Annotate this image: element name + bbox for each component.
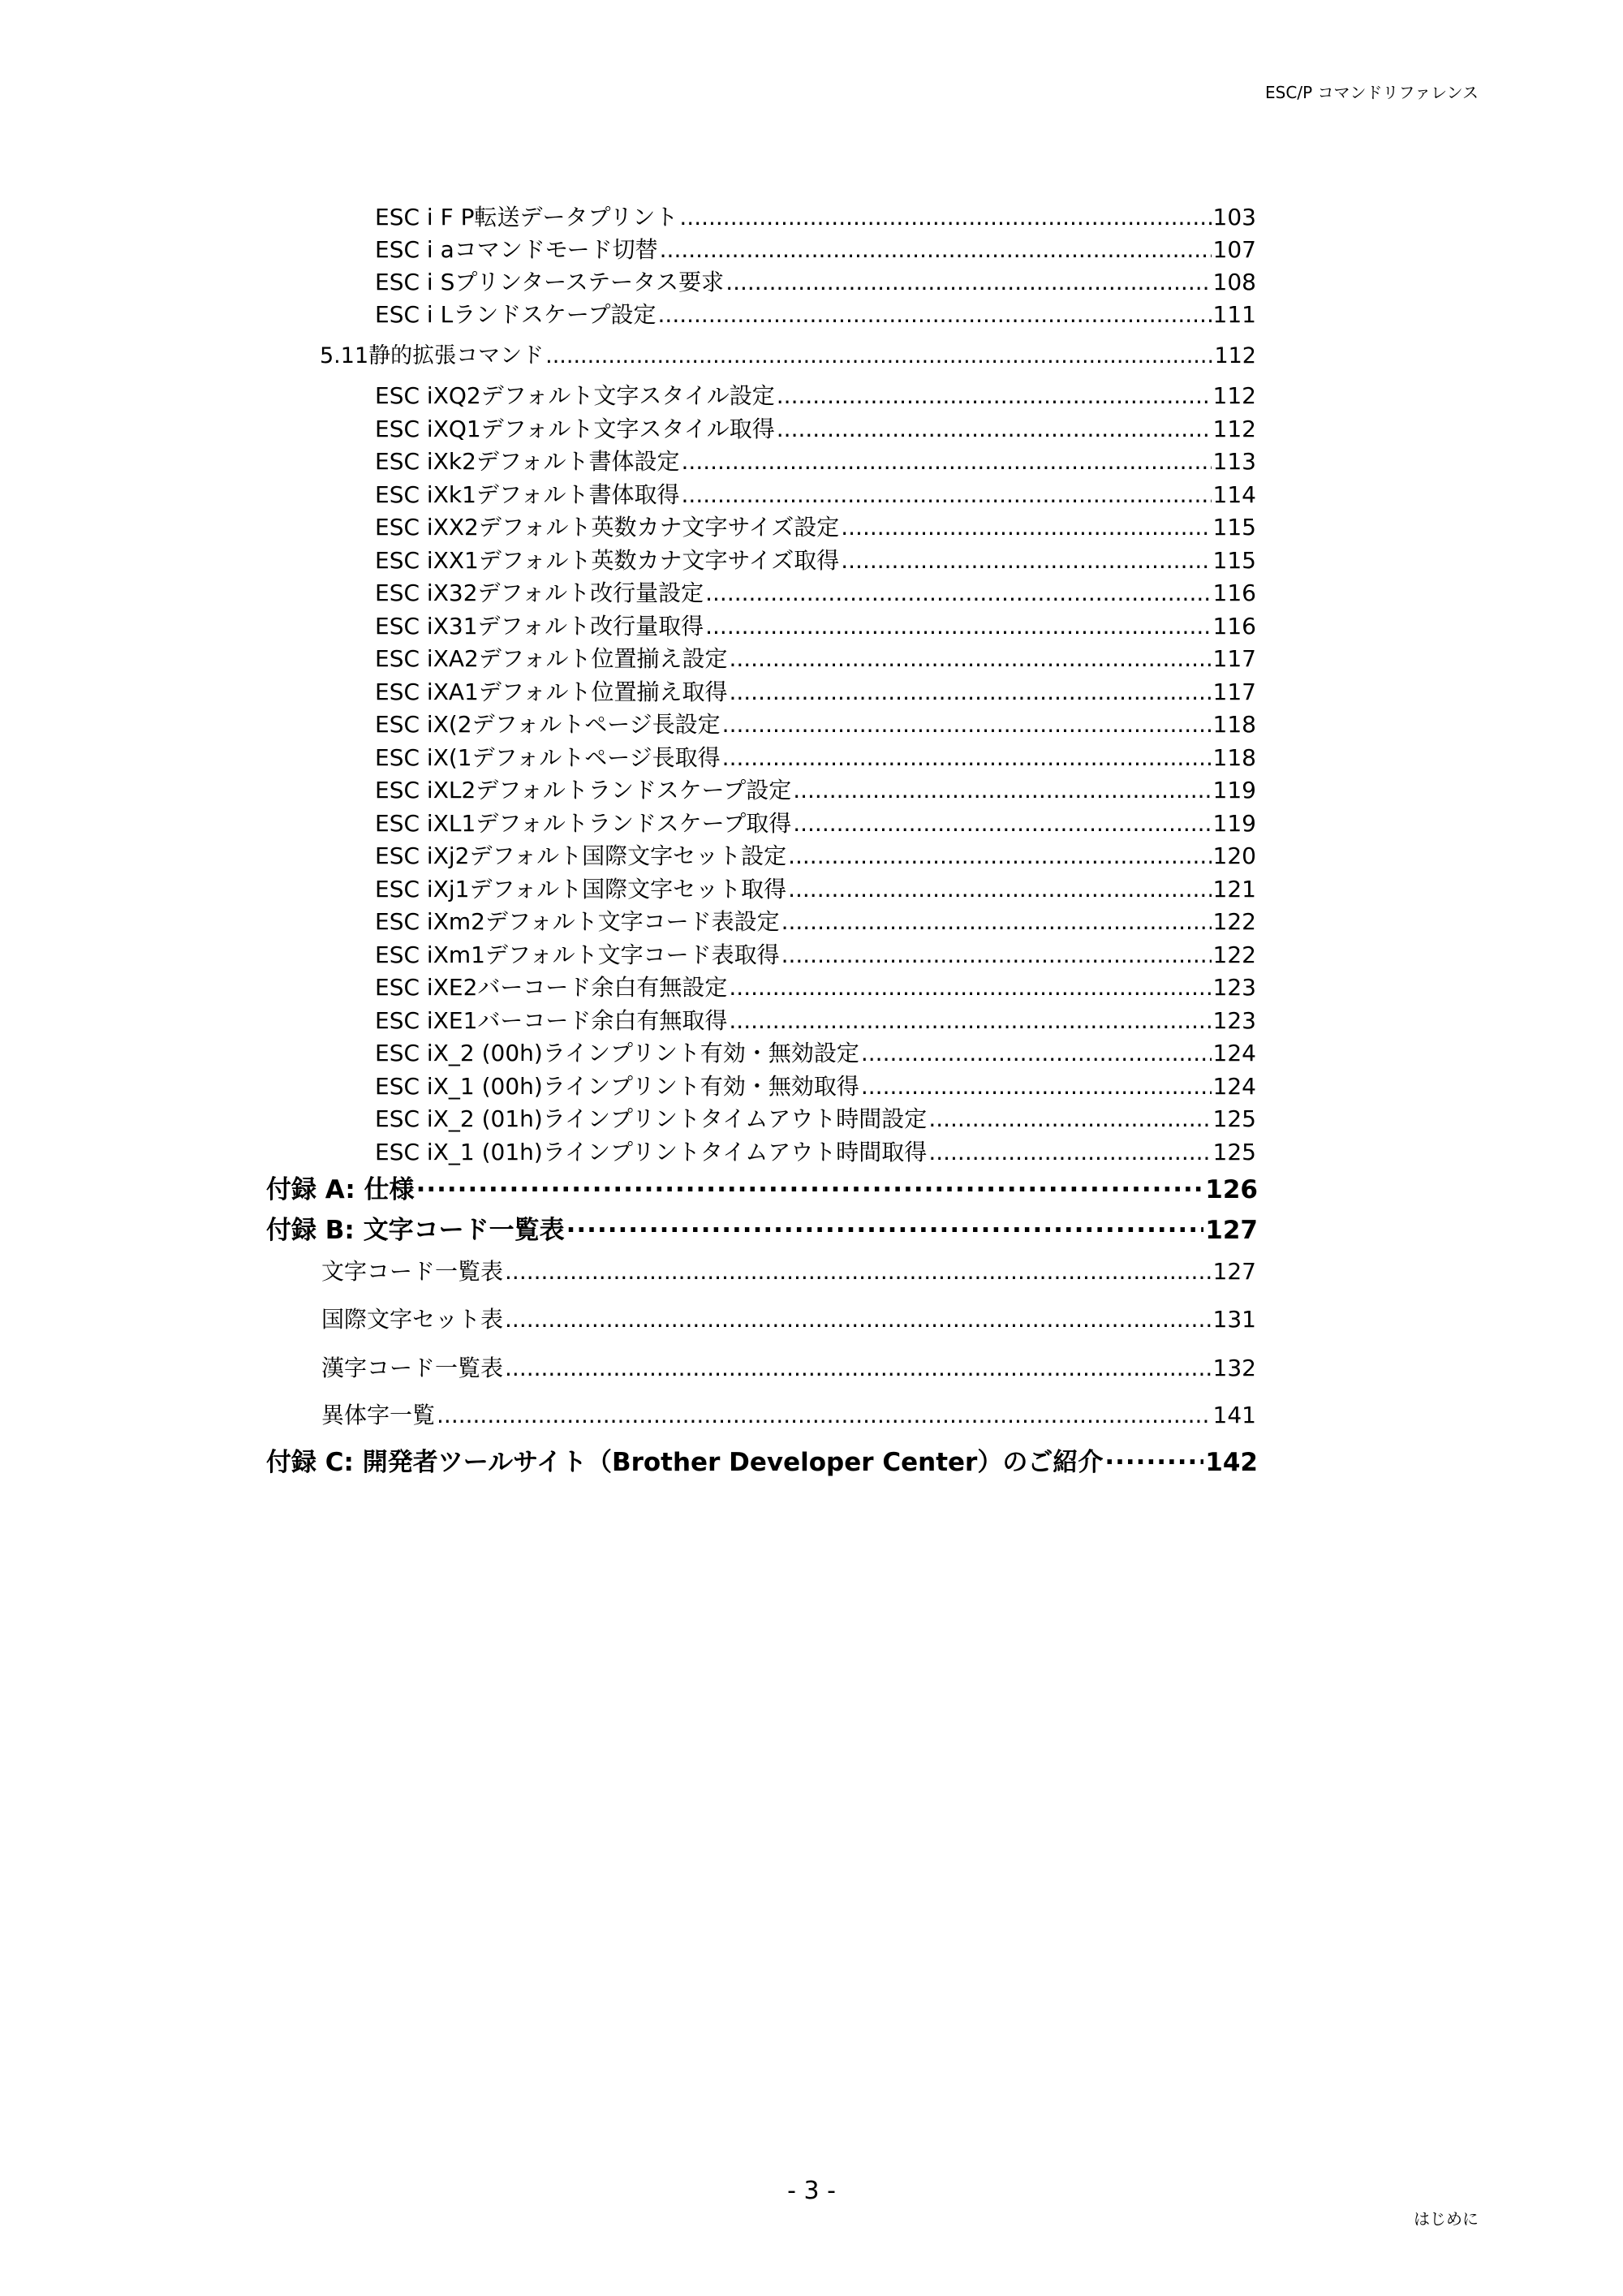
toc-leader [660,236,1212,263]
toc-title: ラインプリント有効・無効取得 [542,1073,859,1100]
toc-entry[interactable] [321,1350,1256,1383]
toc-page: 119 [1212,810,1256,837]
toc-title: デフォルト文字コード表取得 [484,941,780,968]
toc-title: デフォルト書体設定 [476,448,680,475]
toc-title: デフォルト文字スタイル設定 [480,382,775,409]
toc-page: 115 [1212,547,1256,574]
header-title: ESC/P コマンドリファレンス [1265,83,1479,102]
toc-entry[interactable] [375,1069,1256,1101]
toc-leader [705,613,1211,640]
toc-command: ESC iX_2 (00h) [375,1040,543,1066]
toc-entry[interactable] [375,904,1256,937]
toc-page: 126 [1205,1175,1258,1204]
toc-title: デフォルトランドスケープ設定 [476,777,792,803]
toc-appendix-title: 付録 C: 開発者ツールサイト（Brother Developer Center）のご紹介 [266,1448,1104,1477]
toc-entry[interactable] [375,937,1256,970]
toc-command: ESC iXA2 [375,645,479,672]
toc-page: 125 [1212,1105,1256,1132]
toc-title: 漢字コード一覧表 [321,1355,504,1381]
toc-leader [682,448,1212,475]
toc-title: デフォルト改行量取得 [477,613,704,640]
toc-entry[interactable] [375,773,1256,805]
toc-entry[interactable] [375,1135,1256,1167]
toc-title: ランドスケープ設定 [453,301,657,328]
toc-leader [729,1007,1211,1034]
toc-page: 122 [1212,941,1256,968]
toc-title: デフォルト位置揃え取得 [478,678,728,705]
toc-leader [788,876,1211,902]
toc-command: ESC iX32 [375,579,478,606]
toc-page: 127 [1212,1258,1256,1285]
toc-page: 112 [1212,416,1256,442]
toc-command: ESC iX_2 (01h) [375,1105,543,1132]
toc-leader [705,579,1211,606]
toc-appendix-a[interactable] [266,1169,1258,1205]
toc-command: ESC iXE2 [375,974,478,1001]
toc-page: 122 [1212,908,1256,935]
toc-title: ラインプリント有効・無効設定 [542,1040,859,1066]
toc-page: 121 [1212,876,1256,902]
toc-page: 124 [1212,1040,1256,1066]
toc-entry[interactable] [375,378,1256,411]
toc-page: 118 [1212,744,1256,771]
toc-page: 119 [1212,777,1256,803]
toc-page: 124 [1212,1073,1256,1100]
toc-leader [781,941,1212,968]
toc-section-title: 静的拡張コマンド [368,343,545,368]
toc-title: ラインプリントタイムアウト時間設定 [542,1105,928,1132]
toc-entry[interactable] [375,674,1256,707]
toc-title: デフォルト英数カナ文字サイズ取得 [478,547,840,574]
toc-leader [777,416,1212,442]
toc-leader [729,678,1211,705]
toc-command: ESC iXQ2 [375,382,481,409]
toc-command: ESC iXm2 [375,908,485,935]
toc-entry[interactable] [375,872,1256,904]
toc-title: バーコード余白有無取得 [477,1007,728,1034]
toc-title: プリンターステータス要求 [454,269,725,295]
toc-leader [505,1258,1212,1285]
toc-entry[interactable] [375,477,1256,510]
toc-title: デフォルト国際文字セット設定 [469,842,787,869]
toc-entry[interactable] [375,297,1256,330]
toc-entry[interactable] [375,740,1256,773]
toc-command: ESC iXL1 [375,810,476,837]
toc-command: ESC iX_1 (01h) [375,1139,543,1165]
toc-entry[interactable] [375,232,1256,265]
toc-leader [545,343,1212,368]
toc-page: 114 [1212,481,1256,508]
toc-title: デフォルト位置揃え設定 [478,645,728,672]
toc-command: ESC i a [375,236,454,263]
toc-leader [1104,1448,1203,1477]
toc-title: デフォルト英数カナ文字サイズ設定 [478,514,840,541]
toc-title: デフォルト文字コード表設定 [484,908,780,935]
toc-appendix-b[interactable] [266,1209,1258,1246]
toc-title: デフォルト改行量設定 [477,579,704,606]
footer-section-title: はじめに [1414,2209,1479,2229]
toc-entry[interactable] [375,838,1256,871]
toc-appendix-c[interactable] [266,1441,1258,1478]
toc-leader [841,514,1211,541]
toc-command: ESC iX_1 (00h) [375,1073,543,1100]
toc-entry[interactable] [375,707,1256,739]
toc-leader [505,1306,1212,1333]
toc-entry[interactable] [321,1254,1256,1286]
toc-leader [841,547,1211,574]
toc-page: 113 [1212,448,1256,475]
toc-leader [566,1216,1204,1245]
toc-command: ESC iXA1 [375,678,479,705]
toc-title: デフォルト文字スタイル取得 [480,416,775,442]
toc-entry[interactable] [375,1101,1256,1134]
toc-leader [793,777,1211,803]
toc-entry[interactable] [375,265,1256,297]
toc-title: デフォルト国際文字セット取得 [469,876,787,902]
toc-leader [729,974,1211,1001]
toc-leader [777,382,1212,409]
toc-title: 国際文字セット表 [321,1306,504,1333]
toc-entry[interactable] [321,1398,1256,1430]
toc-command: ESC iXQ1 [375,416,481,442]
page-number: - 3 - [787,2177,836,2205]
toc-entry[interactable] [375,510,1256,542]
toc-leader [505,1355,1212,1381]
toc-leader [928,1139,1211,1165]
toc-command: ESC iX(1 [375,744,472,771]
toc-page: 132 [1212,1355,1256,1381]
toc-entry[interactable] [375,1003,1256,1036]
toc-leader [788,842,1211,869]
toc-page: 117 [1212,678,1256,705]
toc-command: ESC iXk2 [375,448,476,475]
toc-entry[interactable] [375,575,1256,608]
toc-title: デフォルトページ長取得 [471,744,721,771]
toc-page: 118 [1212,711,1256,738]
toc-leader [861,1073,1212,1100]
toc-command: ESC iXE1 [375,1007,478,1034]
toc-page: 116 [1212,579,1256,606]
toc-appendix-title: 付録 B: 文字コード一覧表 [266,1216,565,1245]
toc-page: 107 [1212,236,1256,263]
toc-entry[interactable] [375,200,1256,232]
toc-page: 115 [1212,514,1256,541]
toc-title: コマンドモード切替 [454,236,658,263]
toc-page: 108 [1212,269,1256,295]
toc-entry[interactable] [375,411,1256,444]
toc-command: ESC iXj2 [375,842,470,869]
toc-entry[interactable] [375,609,1256,641]
toc-title: バーコード余白有無設定 [477,974,728,1001]
toc-page: 112 [1212,382,1256,409]
toc-page: 142 [1205,1448,1258,1477]
toc-leader [679,204,1211,230]
toc-leader [682,481,1212,508]
toc-appendix-title: 付録 A: 仕様 [266,1175,415,1204]
toc-leader [416,1175,1204,1204]
toc-title: デフォルトページ長設定 [471,711,721,738]
toc-page: 111 [1212,301,1256,328]
toc-leader [729,645,1211,672]
toc-entry[interactable] [321,1302,1256,1334]
toc-page: 127 [1205,1216,1258,1245]
toc-section-entry[interactable] [320,338,1256,369]
toc-leader [928,1105,1211,1132]
toc-title: 転送データプリント [474,204,678,230]
toc-page: 120 [1212,842,1256,869]
toc-entry[interactable] [375,970,1256,1002]
toc-command: ESC i S [375,269,455,295]
toc-page: 125 [1212,1139,1256,1165]
toc-entry[interactable] [375,641,1256,674]
toc-entry[interactable] [375,1036,1256,1068]
toc-command: ESC iX31 [375,613,478,640]
toc-entry[interactable] [375,444,1256,476]
toc-page: 141 [1212,1402,1256,1428]
toc-title: 異体字一覧 [321,1402,436,1428]
toc-page: 112 [1214,343,1256,368]
toc-page: 123 [1212,1007,1256,1034]
toc-page: 117 [1212,645,1256,672]
toc-command: ESC iXX1 [375,547,479,574]
toc-leader [861,1040,1212,1066]
toc-command: ESC i F P [375,204,475,230]
toc-title: ラインプリントタイムアウト時間取得 [542,1139,928,1165]
toc-leader [781,908,1212,935]
toc-command: ESC iXX2 [375,514,479,541]
toc-entry[interactable] [375,806,1256,838]
toc-leader [437,1402,1212,1428]
toc-leader [725,269,1211,295]
toc-entry[interactable] [375,543,1256,575]
toc-page: 103 [1212,204,1256,230]
toc-command: ESC iXm1 [375,941,485,968]
toc-title: デフォルト書体取得 [476,481,680,508]
toc-page: 116 [1212,613,1256,640]
toc-command: ESC iXk1 [375,481,476,508]
toc-title: デフォルトランドスケープ取得 [476,810,792,837]
toc-leader [722,711,1212,738]
toc-command: ESC iX(2 [375,711,472,738]
toc-leader [722,744,1212,771]
toc-section-number: 5.11 [320,343,369,368]
toc-command: ESC iXL2 [375,777,476,803]
toc-command: ESC iXj1 [375,876,470,902]
toc-command: ESC i L [375,301,454,328]
toc-page: 123 [1212,974,1256,1001]
toc-page: 131 [1212,1306,1256,1333]
toc-leader [793,810,1211,837]
toc-leader [658,301,1212,328]
toc-title: 文字コード一覧表 [321,1258,504,1285]
